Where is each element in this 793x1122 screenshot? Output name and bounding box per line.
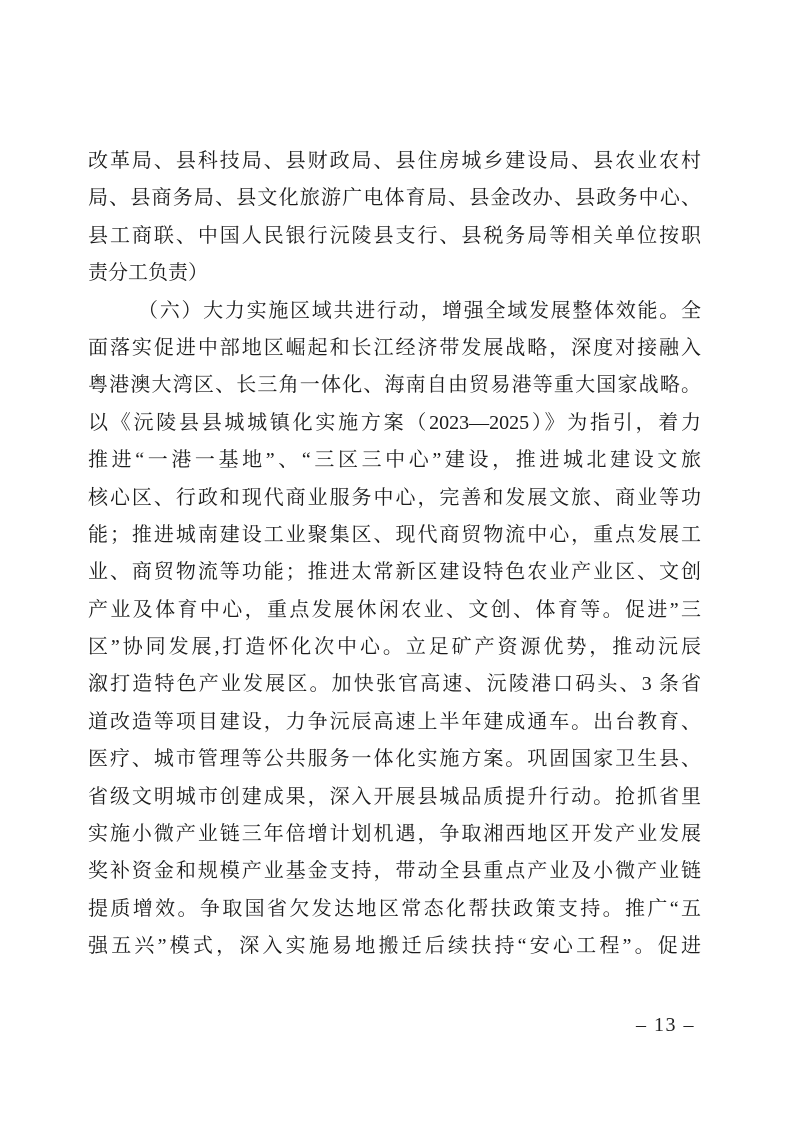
text-line: 奖补资金和规模产业基金支持，带动全县重点产业及小微产业链 xyxy=(88,860,701,883)
text-line: 粤港澳大湾区、长三角一体化、海南自由贸易港等重大国家战略。 xyxy=(88,374,701,397)
text-line: 推进“一港一基地”、“三区三中心”建设，推进城北建设文旅 xyxy=(88,449,701,472)
text-line: 局、县商务局、县文化旅游广电体育局、县金改办、县政务中心、 xyxy=(88,187,701,210)
text-line: 责分工负责） xyxy=(88,262,208,285)
text-line: （六）大力实施区域共进行动，增强全域发展整体效能。全 xyxy=(138,299,701,322)
text-line: 提质增效。争取国省欠发达地区常态化帮扶政策支持。推广“五 xyxy=(88,897,701,920)
text-line: 面落实促进中部地区崛起和长江经济带发展战略，深度对接融入 xyxy=(88,336,701,359)
text-line: 以《沅陵县县城城镇化实施方案（2023—2025）》为指引，着力 xyxy=(88,411,701,434)
text-line: 医疗、城市管理等公共服务一体化实施方案。巩固国家卫生县、 xyxy=(88,748,701,771)
text-line: 溆打造特色产业发展区。加快张官高速、沅陵港口码头、3 条省 xyxy=(88,673,701,696)
text-line: 实施小微产业链三年倍增计划机遇，争取湘西地区开发产业发展 xyxy=(88,823,701,846)
page-number: – 13 – xyxy=(636,1014,695,1036)
text-line: 强五兴”模式，深入实施易地搬迁后续扶持“安心工程”。促进 xyxy=(88,935,701,958)
text-line: 省级文明城市创建成果，深入开展县城品质提升行动。抢抓省里 xyxy=(88,785,701,808)
text-line: 业、商贸物流等功能；推进太常新区建设特色农业产业区、文创 xyxy=(88,561,701,584)
text-line: 改革局、县科技局、县财政局、县住房城乡建设局、县农业农村 xyxy=(88,150,701,172)
text-line: 核心区、行政和现代商业服务中心，完善和发展文旅、商业等功 xyxy=(88,486,701,509)
text-line: 能；推进城南建设工业聚集区、现代商贸物流中心，重点发展工 xyxy=(88,523,701,546)
text-line: 产业及体育中心，重点发展休闲农业、文创、体育等。促进”三 xyxy=(88,598,701,621)
text-line: 区”协同发展,打造怀化次中心。立足矿产资源优势，推动沅辰 xyxy=(88,636,701,659)
text-line: 县工商联、中国人民银行沅陵县支行、县税务局等相关单位按职 xyxy=(88,224,701,247)
text-line: 道改造等项目建设，力争沅辰高速上半年建成通车。出台教育、 xyxy=(88,710,701,733)
document-body xyxy=(88,143,701,966)
